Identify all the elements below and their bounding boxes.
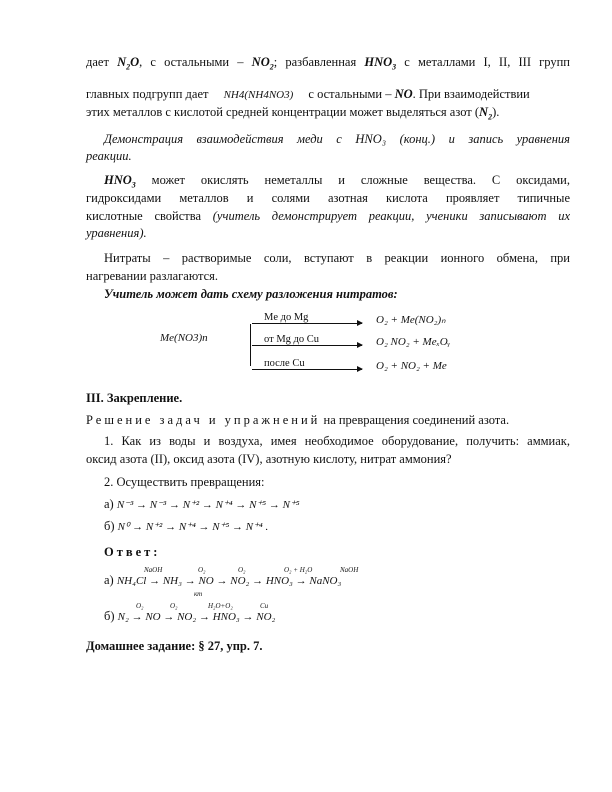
answer-heading: Ответ: xyxy=(104,545,161,559)
demo-line1: Демонстрация взаимодействия меди с HNO₃ (конц.) и запись уравнения xyxy=(104,132,570,146)
arrow-icon xyxy=(252,345,362,346)
homework: Домашнее задание: § 27, упр. 7. xyxy=(86,639,263,653)
question1-line2: оксид азота (II), оксид азота (IV), азотную кислоту, нитрат аммония? xyxy=(86,452,452,466)
para2-line4: уравнения). xyxy=(86,226,147,240)
para2-line2: гидроксидами металлов и солями азотная кислота проявляет типичные xyxy=(86,191,570,205)
para3-line1: Нитраты – растворимые соли, вступают в реакции ионного обмена, при xyxy=(104,251,570,265)
demo-line2: реакции. xyxy=(86,149,132,163)
scheme-bracket xyxy=(250,324,251,366)
para3-line3: Учитель может дать схему разложения нитратов: xyxy=(104,287,398,301)
solving-heading: Решение задач и упражнений на превращения соединений азота. xyxy=(86,413,510,427)
para1-line2: главных подгрупп дает NH4(NH4NO3) с остальными – NO. При взаимодействии xyxy=(86,87,530,101)
chain-b: б) N⁰ → N⁺² → N⁺⁴ → N⁺⁵ → N⁺⁴ . xyxy=(104,519,269,533)
question2: 2. Осуществить превращения: xyxy=(104,475,265,489)
arrow-icon xyxy=(252,323,362,324)
arrow-icon xyxy=(252,369,362,370)
para1-line1: дает $N_2O$, с остальными – $NO_2$; разбавленная $HNO_3$ с металлами I, II, III групп xyxy=(86,55,570,72)
question1-line1: 1. Как из воды и воздуха, имея необходимое оборудование, получить: аммиак, xyxy=(104,434,570,448)
ammonium-formula: NH4(NH4NO3) xyxy=(223,89,294,101)
scheme-row: от Mg до Cu O₂ NO₂ + MeₓOᵧ xyxy=(252,330,552,348)
para1-line3: этих металлов с кислотой средней концентрации может выделяться азот $(N_2)$. xyxy=(86,105,500,122)
answer-a: а) NH₄Cl → NH₃ → NO → NO₂ → HNO₃ → NaNO₃ NaOH O₂ O₂ O₂ + H₂O NaOH кт xyxy=(86,572,588,590)
para2-line1: $HNO_3$ может окислять неметаллы и сложные вещества. С оксидами, xyxy=(104,173,570,190)
scheme-row: после Cu O₂ + NO₂ + Me xyxy=(252,354,552,372)
scheme-nitrate: Me(NO3)n xyxy=(160,332,208,344)
scheme-row: Me до Mg O₂ + Me(NO₂)ₙ xyxy=(252,308,552,326)
answer-a-catalyst: кт xyxy=(194,590,203,598)
nitrate-decomposition-scheme xyxy=(160,306,560,382)
chain-a: а) N⁻³ → N⁻³ → N⁺² → N⁺⁴ → N⁺⁵ → N⁺⁵ xyxy=(104,497,300,511)
para3-line2: нагревании разлагаются. xyxy=(86,269,219,283)
answer-b: б) N₂ → NO → NO₂ → HNO₃ → NO₂ O₂ O₂ H₂O+O₂ Cu xyxy=(104,602,276,623)
section-title: III. Закрепление. xyxy=(86,391,183,405)
para2-line3: кислотные свойства (учитель демонстрирует реакции, ученики записывают их xyxy=(86,209,570,223)
